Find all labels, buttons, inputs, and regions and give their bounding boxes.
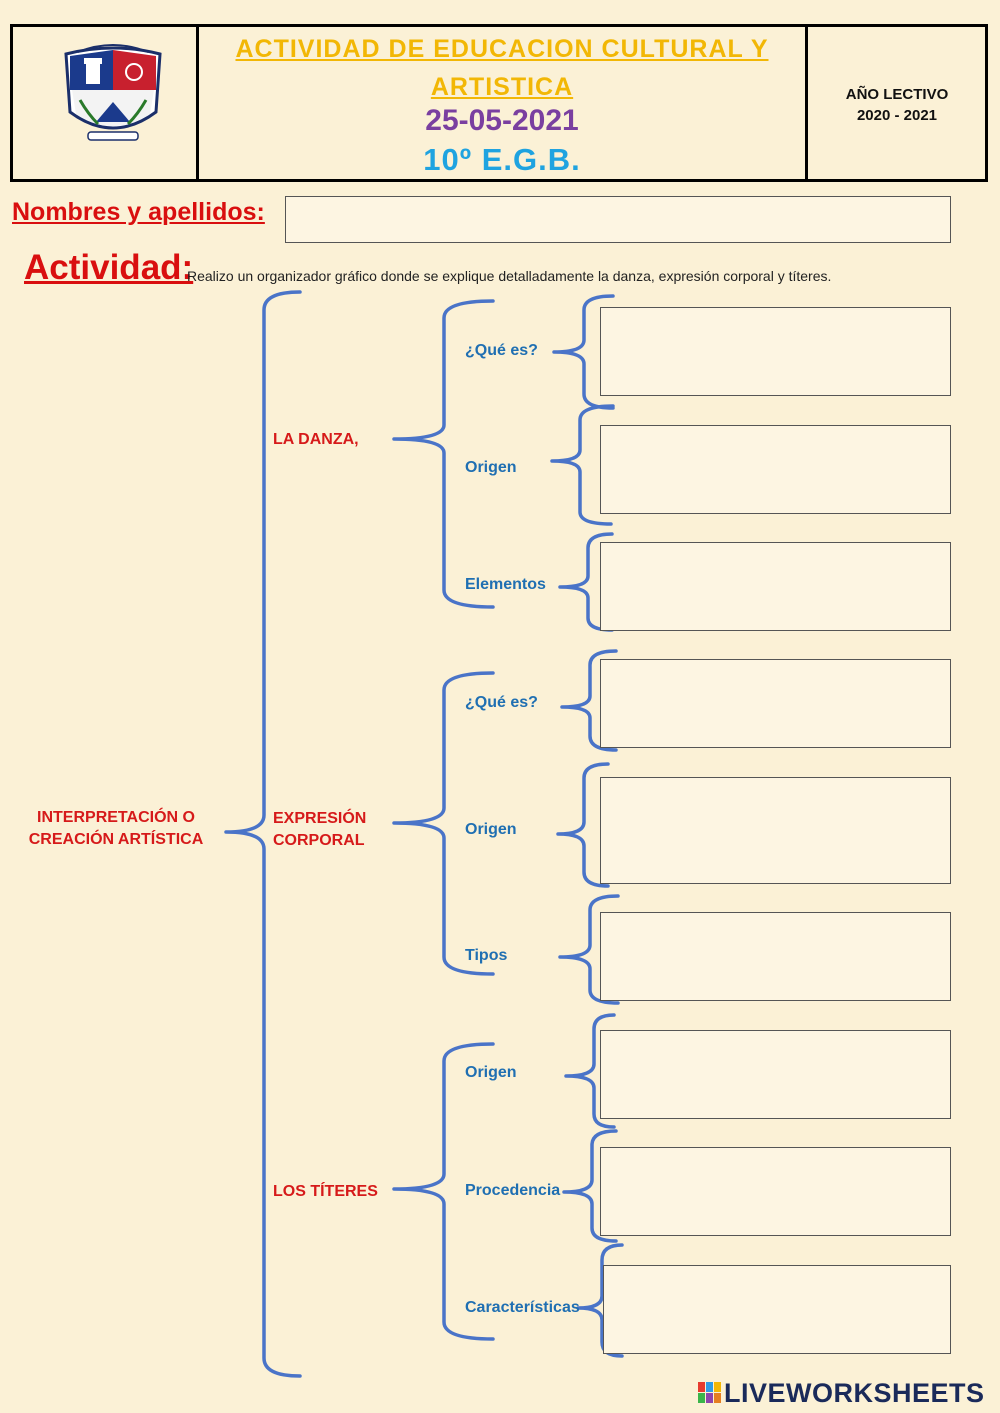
subtopic-label: Origen xyxy=(465,459,517,476)
answer-box-expresion-que-es[interactable] xyxy=(600,659,951,748)
subtopic-label: Características xyxy=(465,1299,580,1316)
answer-box-titeres-procedencia[interactable] xyxy=(600,1147,951,1236)
subtopic-label: ¿Qué es? xyxy=(465,694,538,711)
answer-box-danza-que-es[interactable] xyxy=(600,307,951,396)
answer-box-titeres-origen[interactable] xyxy=(600,1030,951,1119)
topic-los-titeres: LOS TÍTERES xyxy=(273,1183,378,1200)
organizer-root: INTERPRETACIÓN O CREACIÓN ARTÍSTICA xyxy=(28,809,204,848)
subtopic-label: Procedencia xyxy=(465,1182,561,1199)
worksheet-date: 25-05-2021 xyxy=(425,104,579,137)
liveworksheets-watermark: LIVEWORKSHEETS xyxy=(724,1378,985,1408)
subtopic-label: Elementos xyxy=(465,576,546,593)
answer-box-titeres-caracteristicas[interactable] xyxy=(603,1265,951,1354)
topic-la-danza: LA DANZA, xyxy=(273,431,359,448)
topic-expresion-corporal: EXPRESIÓN CORPORAL xyxy=(273,810,367,849)
school-year-label: AÑO LECTIVO xyxy=(845,86,949,103)
worksheet-title: ACTIVIDAD DE EDUCACION CULTURAL Y ARTISTICA xyxy=(235,35,769,101)
liveworksheets-logo-icon xyxy=(698,1382,722,1404)
answer-box-expresion-tipos[interactable] xyxy=(600,912,951,1001)
answer-box-danza-elementos[interactable] xyxy=(600,542,951,631)
subtopic-label: Origen xyxy=(465,821,517,838)
subtopic-label: ¿Qué es? xyxy=(465,342,538,359)
subtopic-label: Origen xyxy=(465,1064,517,1081)
answer-box-expresion-origen[interactable] xyxy=(600,777,951,884)
subtopic-label: Tipos xyxy=(465,947,508,964)
school-year-value: 2020 - 2021 xyxy=(856,107,938,124)
activity-label: Actividad: xyxy=(24,248,194,287)
answer-box-danza-origen[interactable] xyxy=(600,425,951,514)
name-label: Nombres y apellidos: xyxy=(12,198,265,226)
grade-level: 10º E.G.B. xyxy=(423,142,581,177)
activity-instruction: Realizo un organizador gráfico donde se explique detalladamente la danza, expresión corporal y títeres. xyxy=(187,268,832,284)
